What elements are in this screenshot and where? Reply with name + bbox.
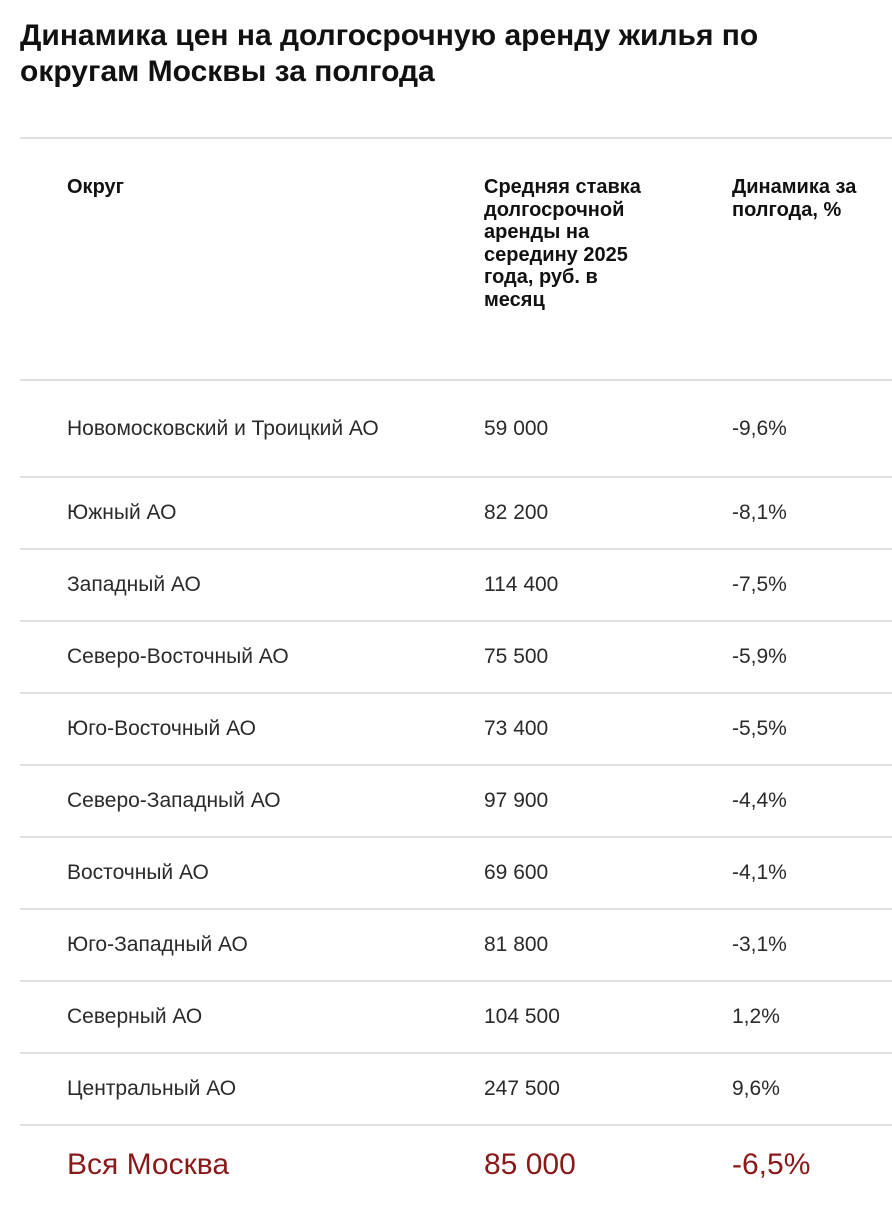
district-cell: Центральный АО xyxy=(67,1077,237,1100)
header-rent: Средняя ставка долгосрочной аренды на середину 2025 года, руб. в месяц xyxy=(484,176,641,311)
total-row xyxy=(20,1126,892,1206)
change-cell: -7,5% xyxy=(732,573,787,596)
district-cell: Северо-Западный АО xyxy=(67,789,281,812)
table-row xyxy=(20,766,892,838)
district-cell: Юго-Западный АО xyxy=(67,933,248,956)
district-cell: Новомосковский и Троицкий АО xyxy=(67,416,379,440)
change-cell: 9,6% xyxy=(732,1077,780,1100)
rent-cell: 73 400 xyxy=(484,717,549,740)
total-rent-cell: 85 000 xyxy=(484,1148,576,1181)
rent-cell: 75 500 xyxy=(484,645,549,668)
table-row xyxy=(20,550,892,622)
district-cell: Западный АО xyxy=(67,573,201,596)
rent-cell: 59 000 xyxy=(484,416,549,440)
table-row xyxy=(20,838,892,910)
rent-cell: 81 800 xyxy=(484,933,549,956)
rent-cell: 97 900 xyxy=(484,789,549,812)
table-row xyxy=(20,381,892,478)
district-cell: Северо-Восточный АО xyxy=(67,645,289,668)
rent-cell: 82 200 xyxy=(484,501,549,524)
district-cell: Юго-Восточный АО xyxy=(67,717,256,740)
table-row xyxy=(20,694,892,766)
table-row xyxy=(20,478,892,550)
page-title: Динамика цен на долгосрочную аренду жилья по округам Москвы за полгода xyxy=(20,19,759,88)
table-row xyxy=(20,910,892,982)
change-cell: -5,5% xyxy=(732,717,787,740)
district-cell: Восточный АО xyxy=(67,861,209,884)
district-cell: Южный АО xyxy=(67,501,177,524)
header-district: Округ xyxy=(67,176,124,198)
change-cell: -8,1% xyxy=(732,501,787,524)
table-row xyxy=(20,982,892,1054)
rent-cell: 104 500 xyxy=(484,1005,560,1028)
table-row xyxy=(20,622,892,694)
total-district-cell: Вся Москва xyxy=(67,1148,230,1181)
change-cell: -3,1% xyxy=(732,933,787,956)
change-cell: -4,1% xyxy=(732,861,787,884)
district-cell: Северный АО xyxy=(67,1005,203,1028)
rent-cell: 114 400 xyxy=(484,573,559,596)
change-cell: -4,4% xyxy=(732,789,787,812)
header-change: Динамика за полгода, % xyxy=(732,176,857,221)
rent-cell: 247 500 xyxy=(484,1077,560,1100)
change-cell: -5,9% xyxy=(732,645,787,668)
table-header-row xyxy=(20,139,892,381)
table-row xyxy=(20,1054,892,1126)
change-cell: 1,2% xyxy=(732,1005,780,1028)
rent-cell: 69 600 xyxy=(484,861,549,884)
total-change-cell: -6,5% xyxy=(732,1148,811,1181)
rent-table xyxy=(20,137,892,1206)
change-cell: -9,6% xyxy=(732,416,787,440)
